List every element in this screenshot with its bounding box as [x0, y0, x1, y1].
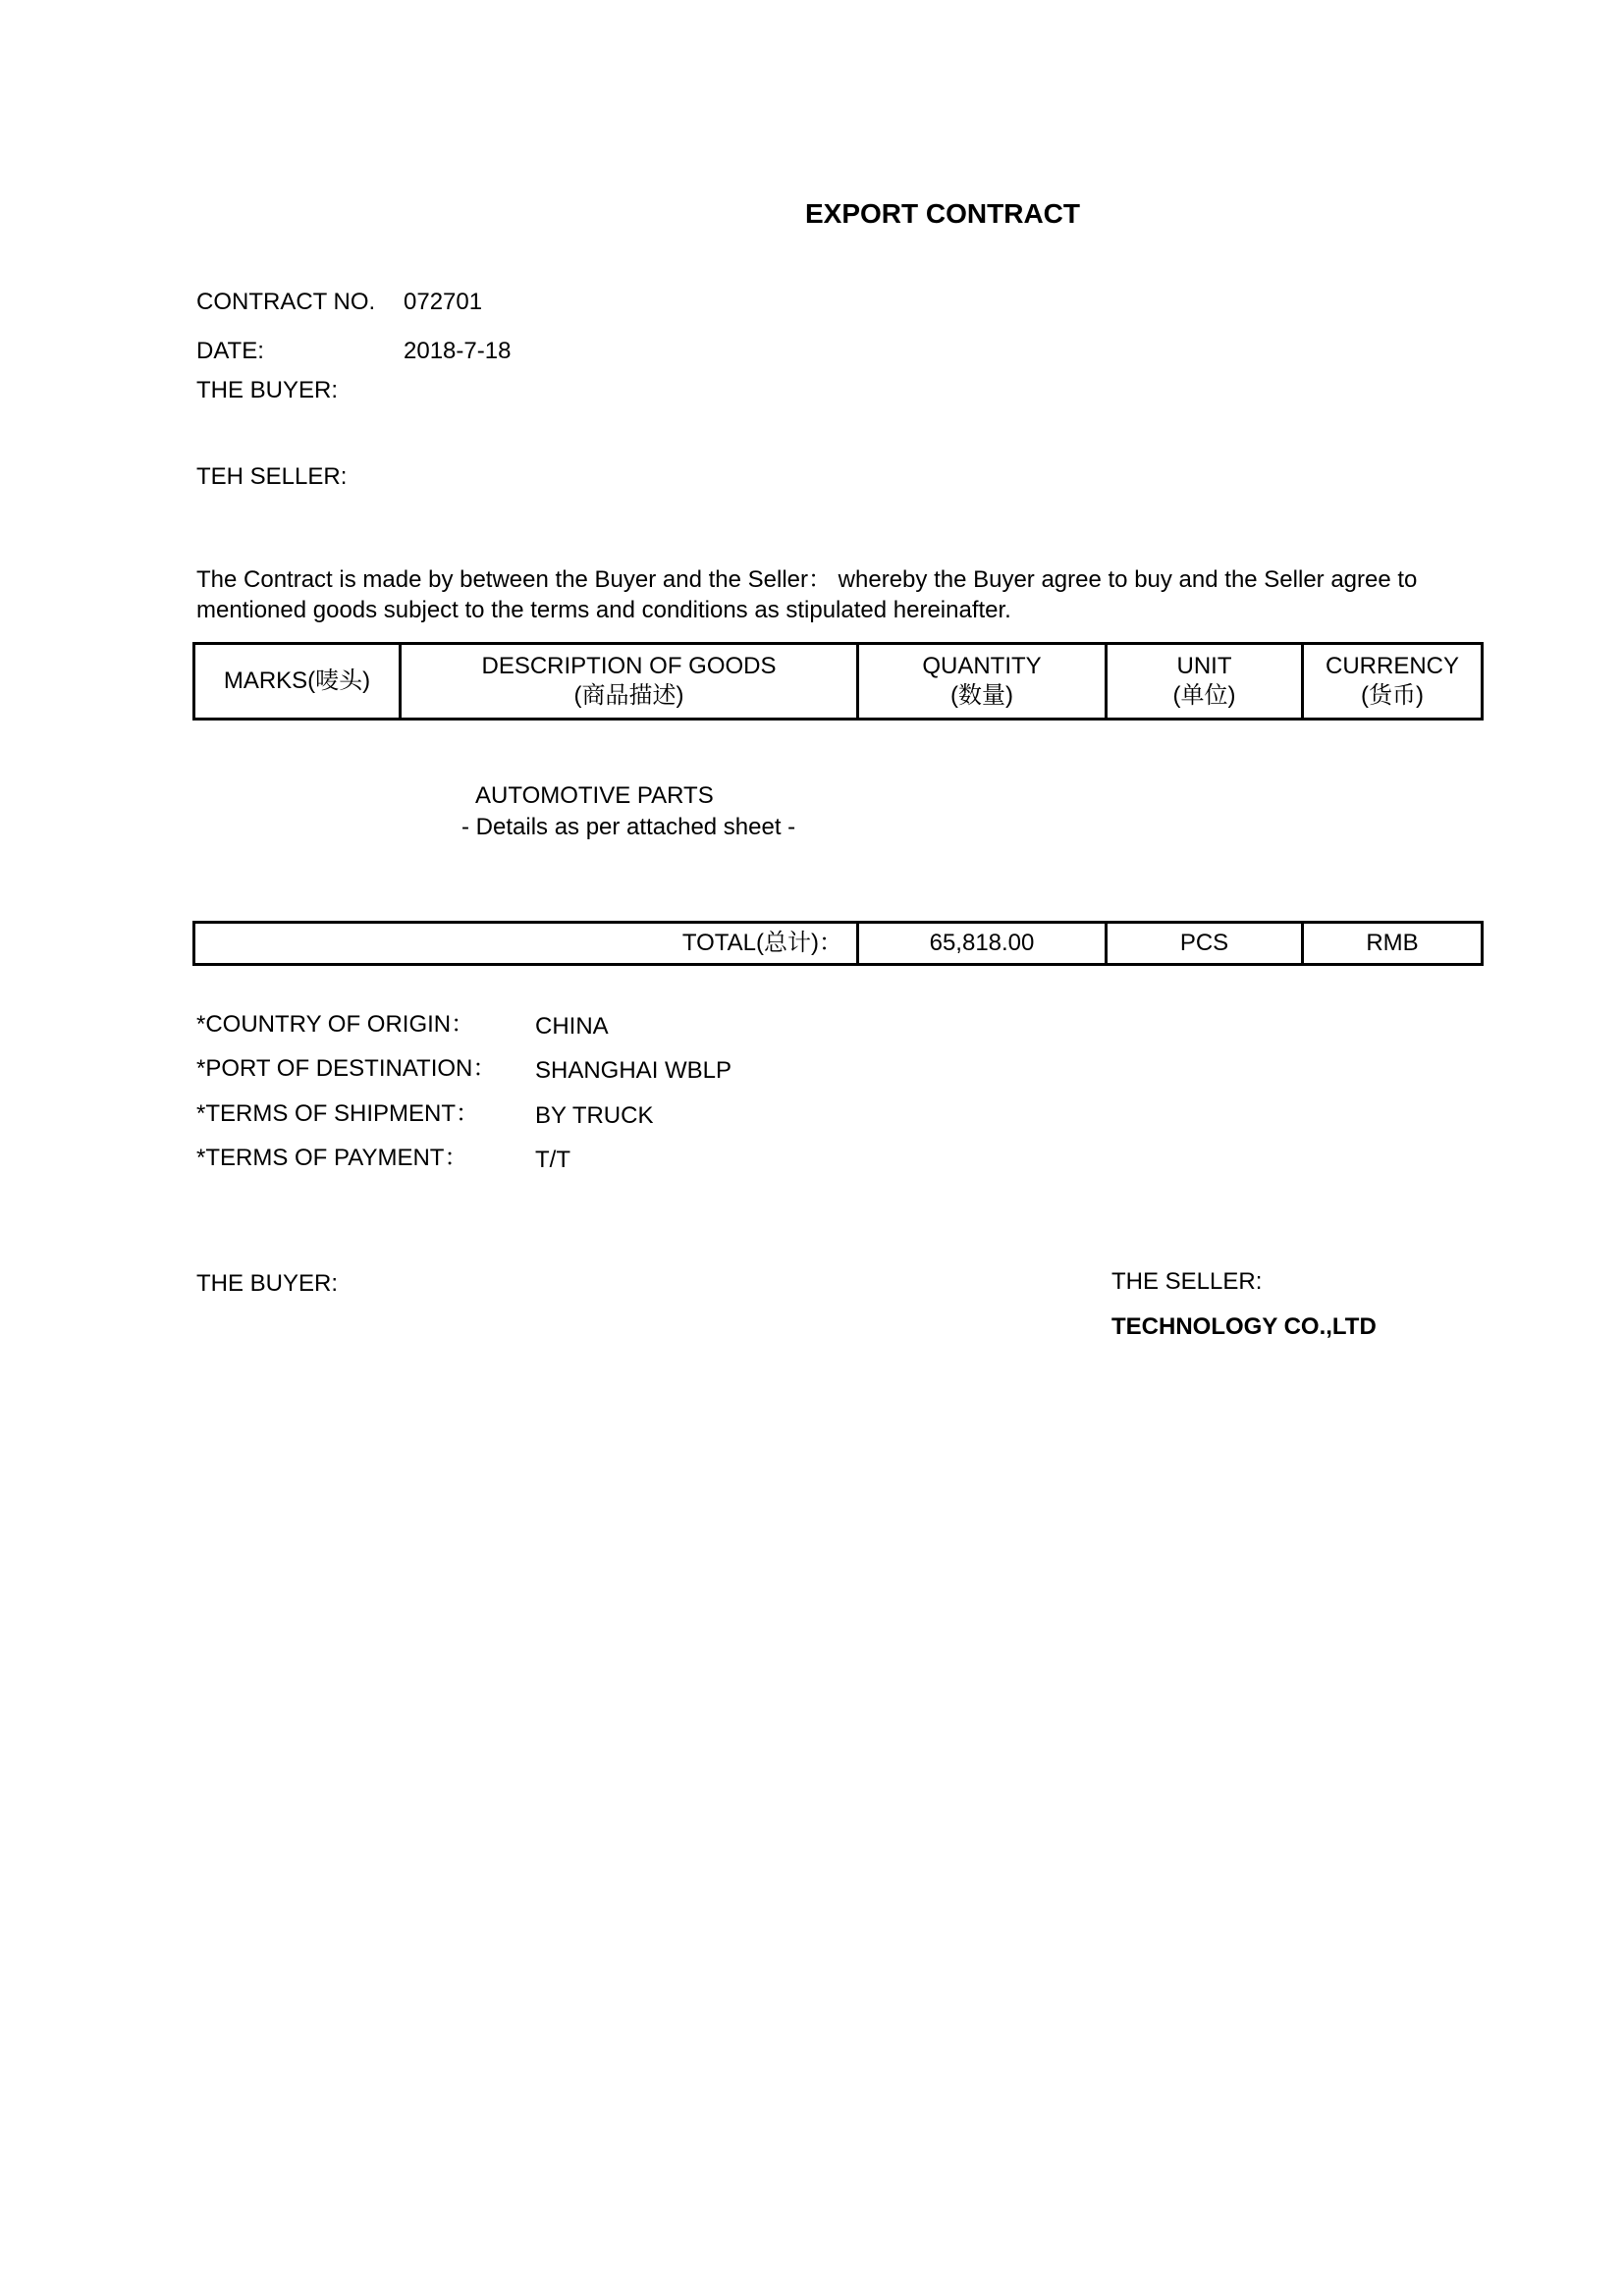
total-row	[194, 923, 1483, 965]
signature-seller-label: THE SELLER:	[1111, 1268, 1263, 1295]
description-header	[401, 644, 858, 720]
terms-destination-label: *PORT OF DESTINATION：	[196, 1055, 497, 1082]
total-unit: PCS	[1179, 930, 1229, 956]
goods-name: AUTOMOTIVE PARTS	[475, 782, 714, 809]
total-currency: RMB	[1366, 930, 1419, 956]
terms-payment-value: T/T	[535, 1147, 570, 1173]
currency-header-label-cn: (货币)	[1361, 682, 1424, 709]
total-quantity-cell	[858, 923, 1107, 965]
total-currency-cell	[1303, 923, 1483, 965]
seller-label: TEH SELLER:	[196, 463, 348, 490]
currency-header-label: CURRENCY	[1325, 653, 1459, 679]
description-header-label-cn: (商品描述)	[573, 682, 684, 709]
goods-note: - Details as per attached sheet -	[461, 814, 796, 840]
intro-line-2: mentioned goods subject to the terms and conditions as stipulated hereinafter.	[196, 597, 1011, 623]
signature-buyer-label: THE BUYER:	[196, 1270, 339, 1297]
terms-shipment-label: *TERMS OF SHIPMENT：	[196, 1100, 480, 1127]
buyer-label: THE BUYER:	[196, 377, 339, 403]
goods-header-table	[192, 642, 1484, 721]
intro-line-1: The Contract is made by between the Buyer and the Seller： whereby the Buyer agree to buy and the Seller agree to	[196, 566, 1418, 593]
date-label: DATE:	[196, 338, 264, 364]
marks-header-label: MARKS(唛头)	[223, 667, 371, 694]
quantity-header-label: QUANTITY	[922, 653, 1042, 679]
unit-header-label-cn: (单位)	[1172, 682, 1236, 709]
terms-origin-value: CHINA	[535, 1013, 609, 1040]
contract-no-label: CONTRACT NO.	[196, 289, 376, 315]
total-label: TOTAL(总计)：	[681, 930, 842, 956]
goods-header-row	[194, 644, 1483, 720]
unit-header-label: UNIT	[1176, 653, 1232, 679]
quantity-header-label-cn: (数量)	[950, 682, 1013, 709]
date-value: 2018-7-18	[404, 338, 512, 364]
terms-shipment-value: BY TRUCK	[535, 1102, 654, 1129]
quantity-header	[858, 644, 1107, 720]
terms-origin-label: *COUNTRY OF ORIGIN：	[196, 1011, 475, 1038]
document-title: EXPORT CONTRACT	[805, 198, 1080, 229]
unit-header	[1107, 644, 1303, 720]
total-unit-cell	[1107, 923, 1303, 965]
marks-header	[194, 644, 401, 720]
total-label-cell	[194, 923, 858, 965]
currency-header	[1303, 644, 1483, 720]
total-table	[192, 921, 1484, 966]
description-header-label: DESCRIPTION OF GOODS	[481, 653, 777, 679]
total-quantity: 65,818.00	[929, 930, 1035, 956]
signature-seller-company: TECHNOLOGY CO.,LTD	[1111, 1313, 1377, 1340]
terms-destination-value: SHANGHAI WBLP	[535, 1057, 732, 1084]
terms-payment-label: *TERMS OF PAYMENT：	[196, 1145, 468, 1171]
contract-no-value: 072701	[404, 289, 483, 315]
